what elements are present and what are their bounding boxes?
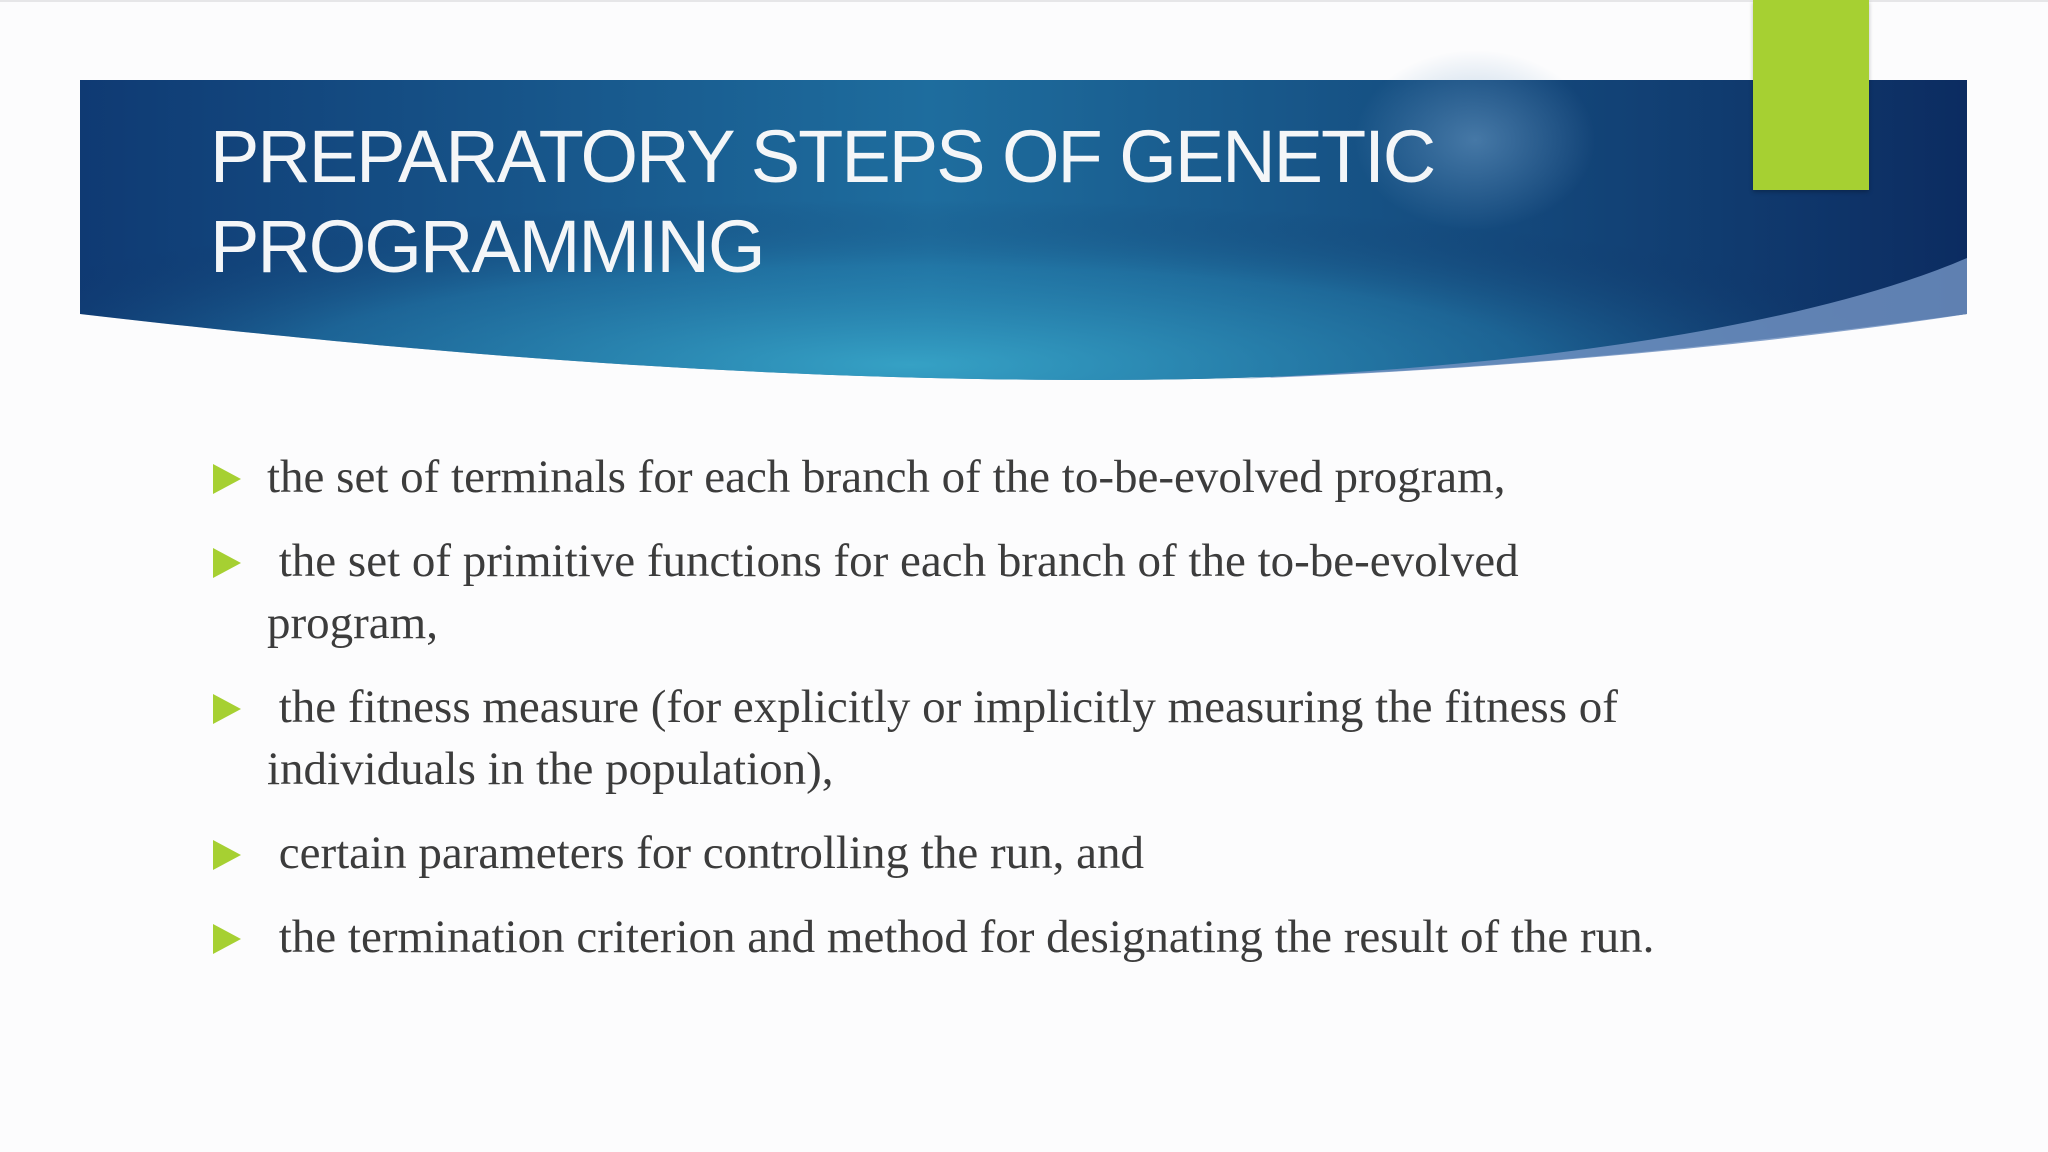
triangle-right-icon [213, 840, 241, 870]
bullet-item [210, 446, 1690, 508]
bullet-text: certain parameters for controlling the run, and [267, 827, 1144, 879]
accent-tab [1753, 0, 1869, 190]
triangle-right-icon [213, 924, 241, 954]
bullet-item [210, 676, 1690, 800]
bullet-text: the set of primitive functions for each branch of the to-be-evolved program, [267, 535, 1531, 649]
bullet-item [210, 906, 1690, 968]
bullet-text: the set of terminals for each branch of the to-be-evolved program, [267, 451, 1506, 503]
bullet-text: the fitness measure (for explicitly or implicitly measuring the fitness of individuals in the population), [267, 681, 1665, 795]
triangle-right-icon [213, 464, 241, 494]
triangle-right-icon [213, 694, 241, 724]
bullet-text: the termination criterion and method for designating the result of the run. [267, 911, 1655, 963]
bullet-list [210, 446, 1690, 990]
slide-title: PREPARATORY STEPS OF GENETIC PROGRAMMING [210, 115, 1435, 288]
bullet-item [210, 822, 1690, 884]
bullet-item [210, 530, 1690, 654]
triangle-right-icon [213, 548, 241, 578]
